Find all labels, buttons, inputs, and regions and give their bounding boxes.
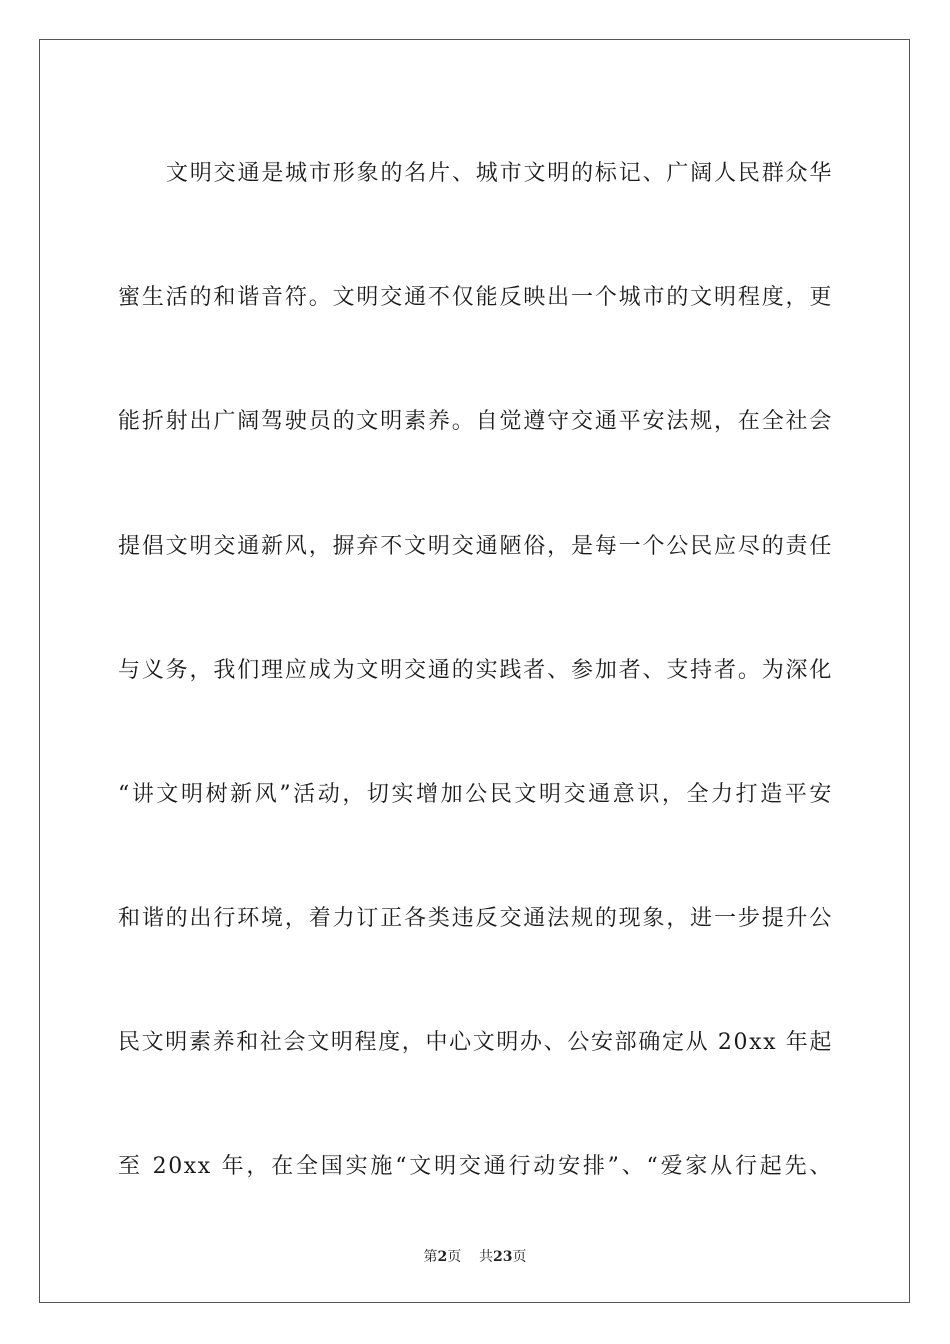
body-line-1: 文明交通是城市形象的名片、城市文明的标记、广阔人民群众华 [166,161,833,186]
body-line-5: 与义务，我们理应成为文明交通的实践者、参加者、支持者。为深化 [118,658,833,683]
body-line-8: 民文明素养和社会文明程度，中心文明办、公安部确定从 20xx 年起 [118,1030,833,1055]
body-line-2: 蜜生活的和谐音符。文明交通不仅能反映出一个城市的文明程度，更 [118,285,833,310]
page-suffix: 页 [447,1249,462,1265]
total-suffix: 页 [512,1249,527,1265]
total-pages: 23 [493,1249,513,1265]
page-number: 2 [437,1249,448,1265]
body-line-4: 提倡文明交通新风，摒弃不文明交通陋俗，是每一个公民应尽的责任 [118,534,833,559]
total-prefix: 共 [479,1249,494,1265]
body-line-6: “讲文明树新风”活动，切实增加公民文明交通意识，全力打造平安 [118,782,833,807]
body-line-3: 能折射出广阔驾驶员的文明素养。自觉遵守交通平安法规，在全社会 [118,409,833,434]
page-footer [0,1248,950,1266]
page-prefix: 第 [423,1249,438,1265]
body-line-7: 和谐的出行环境，着力订正各类违反交通法规的现象，进一步提升公 [118,906,833,931]
body-line-9: 至 20xx 年，在全国实施“文明交通行动安排”、“爱家从行起先、 [118,1154,833,1179]
